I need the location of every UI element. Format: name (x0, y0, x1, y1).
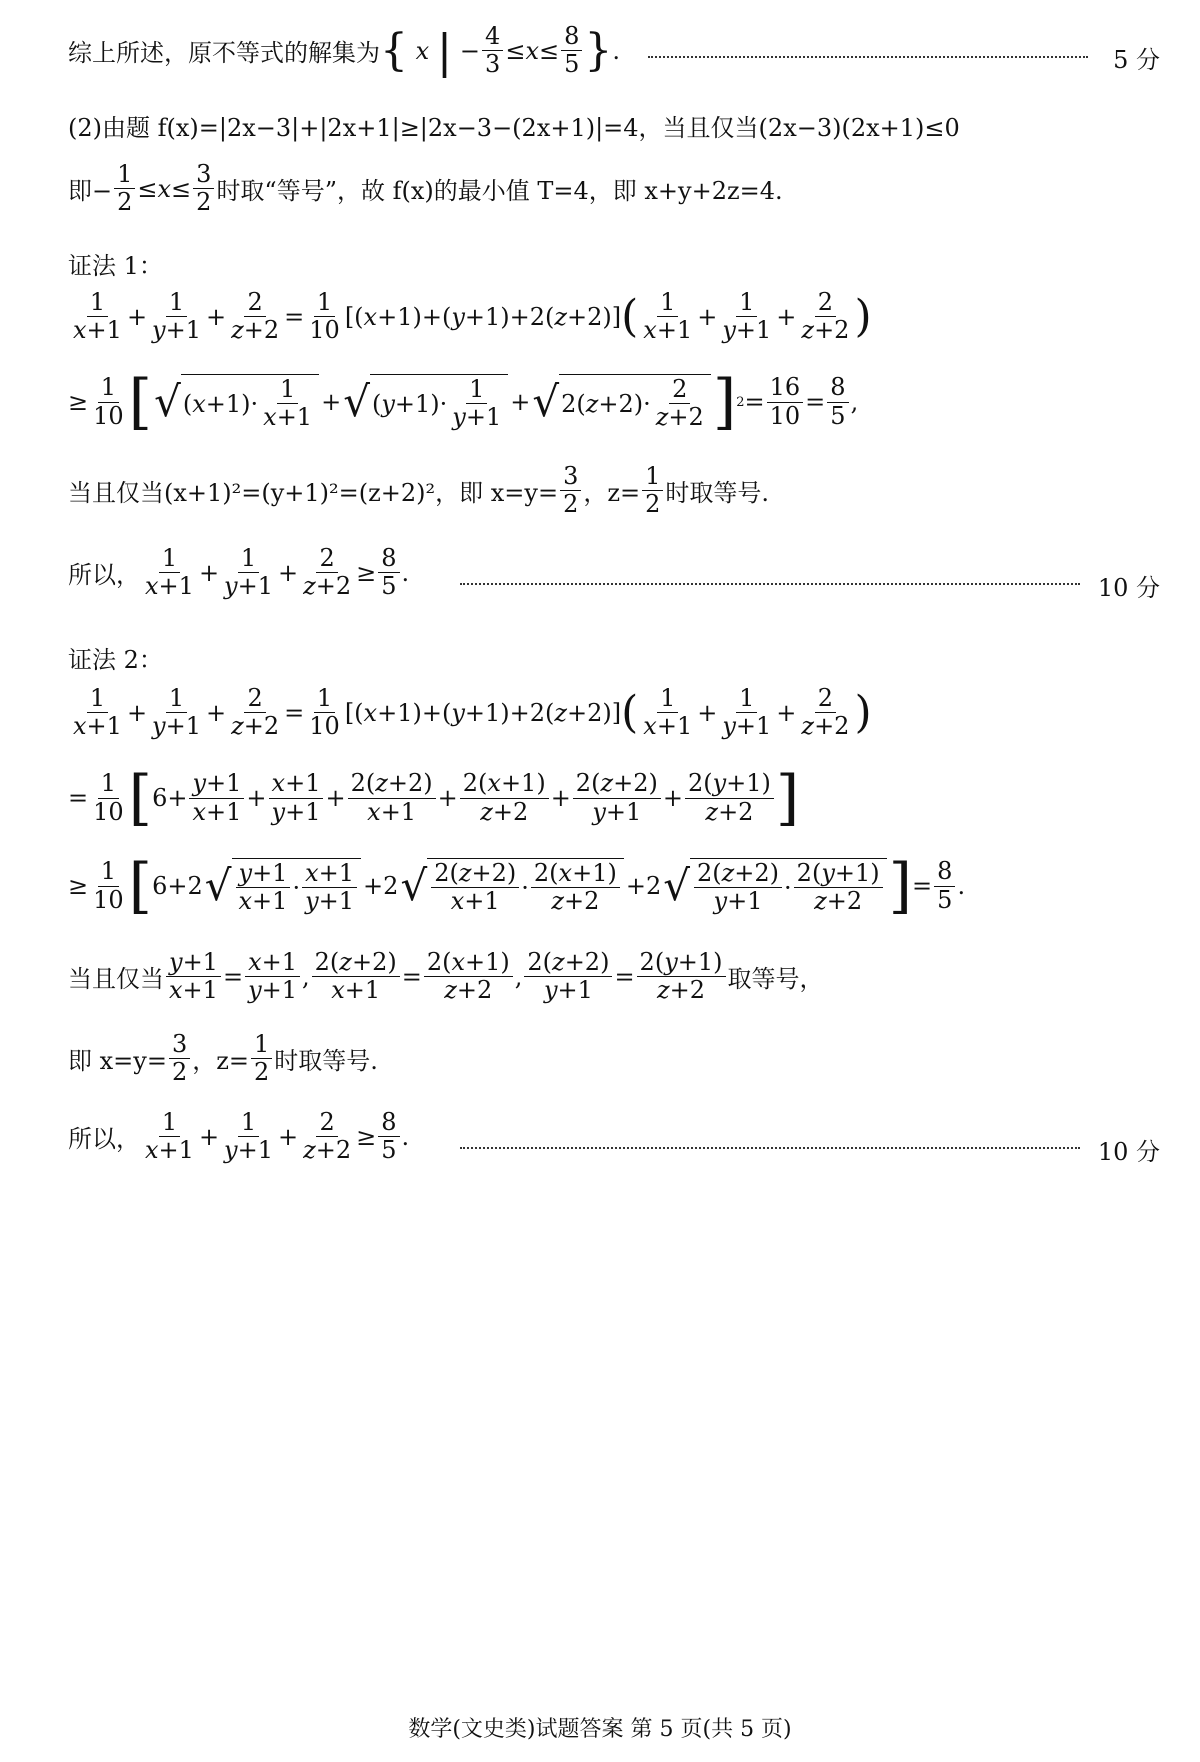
proof2-equality: 当且仅当 $\frac{y+1}{x+1}$ = $\frac{x+1}{y+1}$ , $\frac{2(z+2)}{x+1}$ = $\frac{2(x+1)}{z+2}$ , $\frac{2(z+2)}{y+1}$ = $\frac{2(y+1)}{z+2}$ 取等号， (68, 948, 824, 1005)
proof2-equality-values: 即 x=y= $\frac{3}{2}$ ，z= $\frac{1}{2}$ 时取等号. (68, 1030, 378, 1087)
equality-range-line: 即− $\frac{1}{2}$ ≤x≤ $\frac{3}{2}$ 时取“等号”，故 f(x)的最小值 T=4，即 x+y+2z=4. (68, 160, 783, 217)
proof2-title: 证法 2： (68, 646, 163, 674)
score-leader-3 (460, 1147, 1080, 1149)
proof2-step1: $\frac{1}{x+1}$ + $\frac{1}{y+1}$ + $\frac{2}{z+2}$ = $\frac{1}{10}$ [(x+1)+(y+1)+2(z+2)] ( $\frac{1}{x+1}$ + $\frac{1}{y+1}$ + $\frac{2}{z+2}$ ) (73, 684, 872, 741)
solution-set-line: 综上所述，原不等式的解集为 { x | − $\frac{4}{3}$ ≤x≤ $\frac{8}{5}$ } . (68, 22, 621, 79)
proof1-step2: ≥ $\frac{1}{10}$ [ √ ( x +1)· $\frac{1}{x+1}$ + √ ( y +1)· $\frac{1}{y+1}$ + √ 2( z +2)· $\frac{2}{z+2}$ ] 2 = $\frac{16}{10}$ = $\frac{8}{5}$ , (68, 367, 859, 437)
page-footer: 数学(文史类)试题答案 第 5 页(共 5 页) (408, 1717, 792, 1742)
score-leader-2 (460, 583, 1080, 585)
part2-line (68, 108, 960, 143)
proof2-step3: ≥ $\frac{1}{10}$ [ 6+2 √ $\frac{y+1}{x+1}$ · $\frac{x+1}{y+1}$ +2 √ $\frac{2(z+2)}{x+1}$ · $\frac{2(x+1)}{z+2}$ +2 √ $\frac{2(z+2)}{y+1}$ · $\frac{2(y+1)}{z+2}$ ] = $\frac{8}{5}$ . (68, 851, 966, 921)
proof2-step2: = $\frac{1}{10}$ [ 6+ $\frac{y+1}{x+1}$ + $\frac{x+1}{y+1}$ + $\frac{2(z+2)}{x+1}$ + $\frac{2(x+1)}{z+2}$ + $\frac{2(z+2)}{y+1}$ + $\frac{2(y+1)}{z+2}$ ] (68, 763, 800, 833)
proof1-conclusion: 所以， $\frac{1}{x+1}$ + $\frac{1}{y+1}$ + $\frac{2}{z+2}$ ≥ $\frac{8}{5}$ . (68, 544, 410, 601)
proof1-equality: 当且仅当(x+1)²=(y+1)²=(z+2)²，即 x=y= $\frac{3}{2}$ ，z= $\frac{1}{2}$ 时取等号. (68, 462, 770, 519)
left-brace: { (380, 24, 408, 76)
score-10-b: 10 分 (1097, 1138, 1160, 1166)
proof2-conclusion: 所以， $\frac{1}{x+1}$ + $\frac{1}{y+1}$ + $\frac{2}{z+2}$ ≥ $\frac{8}{5}$ . (68, 1108, 410, 1165)
proof1-title: 证法 1： (68, 252, 163, 280)
part2-text: (2)由题 f(x)=|2x−3|+|2x+1|≥|2x−3−(2x+1)|=4，当且仅当(2x−3)(2x+1)≤0 (68, 114, 960, 142)
proof1-step1: $\frac{1}{x+1}$ + $\frac{1}{y+1}$ + $\frac{2}{z+2}$ = $\frac{1}{10}$ [(x+1)+(y+1)+2(z+2)] ( $\frac{1}{x+1}$ + $\frac{1}{y+1}$ + $\frac{2}{z+2}$ ) (73, 288, 872, 345)
score-10-a: 10 分 (1097, 574, 1160, 602)
score-leader-1 (648, 56, 1088, 58)
solution-set-text: 综上所述，原不等式的解集为 (68, 39, 380, 68)
score-5: 5 分 (1113, 46, 1160, 74)
